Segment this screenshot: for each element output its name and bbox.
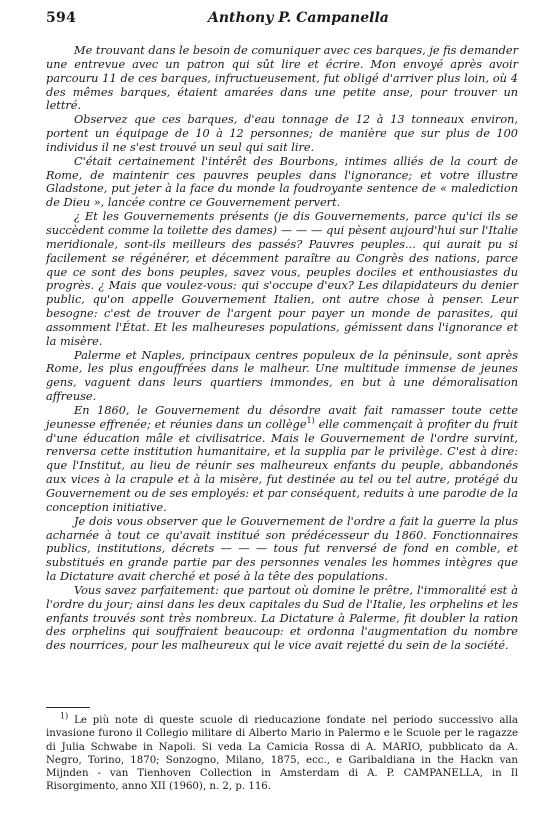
paragraph: Me trouvant dans le besoin de comuniquer avec ces barques, je fis demander une entrevue avec un patron qui sût lire et écrire. Mon envoyé après avoir parcouru 11 de ces barques, infructueusement, fut obligé d'arriver plus loin, où 4 des mêmes barques, étaient amarées dans une petite anse, pour trouver un lettré. bbox=[46, 44, 518, 113]
footnote-mark: 1) bbox=[60, 711, 69, 721]
page-number: 594 bbox=[46, 10, 77, 26]
paragraph: ¿ Et les Gouvernements présents (je dis Gouvernements, parce qu'ici ils se succèdent comme la toilette des dames) — — — qui pèsent aujourd'hui sur l'Italie meridionale, sont-ils meilleurs des passés? Pauvres peuples... qui aurait pu si facilement se régénérer, et décemment paraître au Congrès des nations, parce que ce sont des bons peuples, savez vous, peuples dociles et enthousiastes du progrès. ¿ Mais que voulez-vous: qui s'occupe d'eux? Les dilapidateurs du denier public, qu'on appelle Gouvernement Italien, ont autre chose à penser. Leur besogne: c'est de trouver de l'argent pour payer un monde de parasites, qui assomment l'État. Et les malheureses populations, gémissent dans l'ignorance et la misère. bbox=[46, 210, 518, 348]
footnote-text: Le più note di queste scuole di rieducazione fondate nel periodo successivo alla invasione furono il Collegio militare di Alberto Mario in Palermo e le Scuole per le ragazze di Julia Schwabe in Napoli. Si veda La Camicia Rossa di A. MARIO, pubblicato da A. Negro, Torino, 1870; Sonzogno, Milano, 1875, ecc., e Garibaldiana in the Hackn van Mijnden - van Tienhoven Collection in Amsterdam di A. P. CAMPANELLA, in Il Risorgimento, anno XII (1960), n. 2, p. 116. bbox=[46, 715, 518, 793]
page-header bbox=[46, 10, 518, 30]
paragraph-part: En 1860, le Gouvernement du désordre avait fait ramasser toute cette jeunesse effrenée; et réunies dans un collège bbox=[46, 403, 518, 431]
paragraph-with-footnote bbox=[46, 404, 518, 515]
body-text bbox=[46, 44, 518, 653]
paragraph: Vous savez parfaitement: que partout où domine le prêtre, l'immoralité est à l'ordre du jour; ainsi dans les deux capitales du Sud de l'Italie, les orphelins et les enfants trouvés sont très nombreux. La Dictature à Palerme, fit doubler la ration des orphelins qui souffraient beaucoup: et ordonna l'augmentation du nombre des nourrices, pour les malheureux qui le vice avait rejetté du sein de la société. bbox=[46, 583, 518, 653]
paragraph: Palerme et Naples, principaux centres populeux de la péninsule, sont après Rome, les plus engouffrées dans le malheur. Une multitude immense de jeunes gens, vaguent dans leurs quartiers immondes, en but à une démoralisation affreuse. bbox=[46, 348, 518, 404]
footnote-reference[interactable]: 1) bbox=[306, 416, 315, 426]
paragraph: C'était certainement l'intérêt des Bourbons, intimes alliés de la court de Rome, de maintenir ces pauvres peuples dans l'ignorance; et votre illustre Gladstone, put jeter à la face du monde la foudroyante sentence de « malediction de Dieu », lancée contre ce Gouvernement pervert. bbox=[46, 154, 518, 210]
running-head: Anthony P. Campanella bbox=[208, 10, 389, 26]
paragraph: Je dois vous observer que le Gouvernement de l'ordre a fait la guerre la plus acharnée à tout ce qu'avait institué son prédécesseur du 1860. Fonctionnaires publics, institutions, décrets — — — tous fut renversé de fond en comble, et substitués en grande partie par des personnes venales les hommes intègres que la Dictature avait cherché et posé à la tête des populations. bbox=[46, 514, 518, 584]
paragraph-part: elle commençait à profiter du fruit d'une éducation mâle et civilisatrice. Mais le Gouvernement de l'ordre survint, renversa cette institution humanitaire, et la supplia par le privilège. C'est à dire: que l'Institut, au lieu de réunir ses malheureux enfants du peuple, abbandonés aux vices à la crapule et à la misère, fut destinée au tel ou tel autre, protégé du Gouvernement ou de ses employés: et par conséquent, reduits à une parodie de la conception initiative. bbox=[46, 417, 518, 514]
paragraph: Observez que ces barques, d'eau tonnage de 12 à 13 tonneaux environ, portent un équipage de 10 à 12 personnes; de manière que sur plus de 100 individus il ne s'est trouvé un seul qui sait lire. bbox=[46, 113, 518, 154]
footnote-rule bbox=[46, 707, 90, 708]
footnote bbox=[46, 711, 518, 794]
